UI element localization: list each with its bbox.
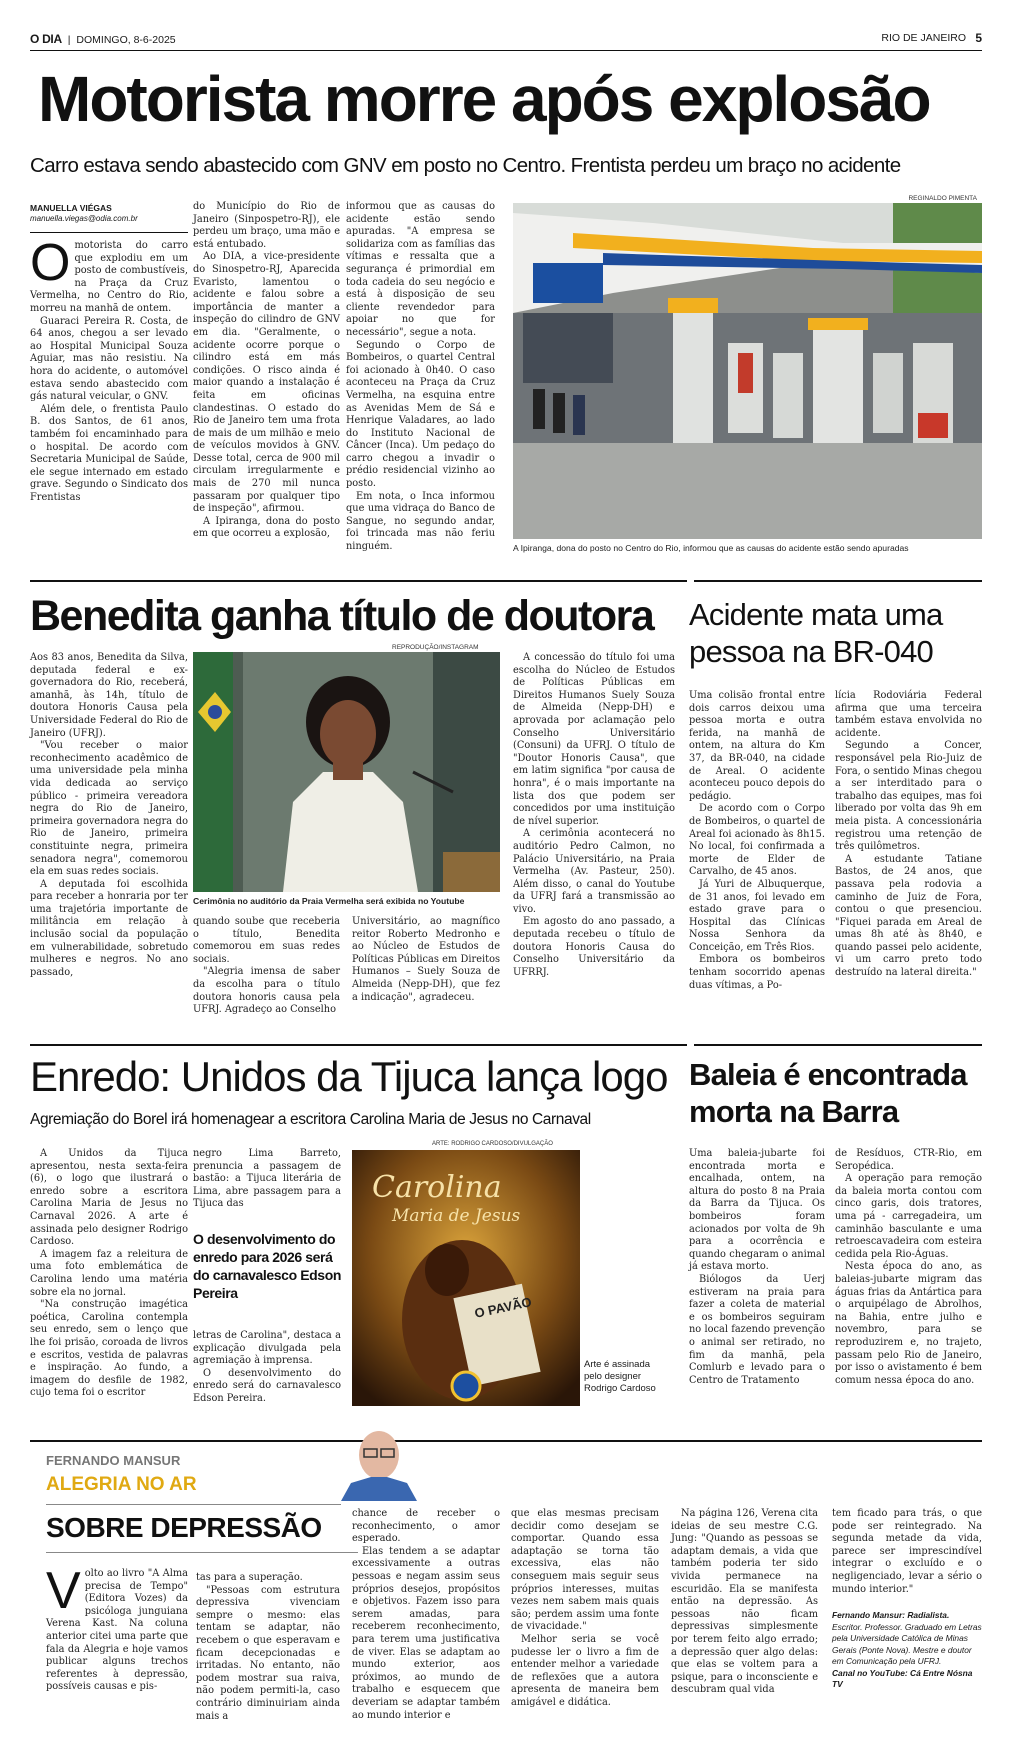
art-title-1: Carolina <box>372 1170 502 1205</box>
benedita-portrait <box>193 652 500 892</box>
page-number: 5 <box>975 31 982 45</box>
column-col2: tas para a superação. "Pessoas com estrutura depressiva vivenciam sempre o mesmo: elas tentam se adaptar, não recebem o que esperavam e ficam decepcionadas e irritadas. No entanto, não podem mostrar sua raiva, não podem permiti-la, caso contrário diminuiriam ainda mais a <box>196 1572 340 1722</box>
story4-caption: Arte é assinada pelo designer Rodrigo Cardoso <box>584 1359 656 1394</box>
art-title-2: Maria de Jesus <box>392 1206 521 1226</box>
section-rule-right-2 <box>694 1044 982 1046</box>
column-col3: chance de receber o reconhecimento, o amor esperado. Elas tendem a se adaptar excessivamente a outras pessoas e negam assim seus próprios desejos, propósitos e objetivos. Fazem isso para serem amadas, para receberem reconhecimento, para terem uma justificativa de viver. Elas se adaptam ao mundo exterior, aos próximos, ao mundo de trabalho e esquecem que deveriam se adaptar também ao mundo interior e <box>352 1508 500 1721</box>
bio-text: Escritor. Professor. Graduado em Letras pela Universidade Católica de Minas Gerais (Ponte Nova). Mestre e doutor em Comunicação pela UFRJ. <box>832 1621 982 1666</box>
story3-col2: lícia Rodoviária Federal afirma que uma terceira também estava envolvida no acidente. Segundo a Concer, responsável pela Rio-Juiz de Fora, o sentido Minas chegou a ser interditado para o trabalho das equipes, mas foi liberado por volta das 9h em meia pista. A concessionária registrou uma retenção de três quilômetros. A estudante Tatiane Bastos, de 24 anos, que passava pela rodovia a caminho de Juiz de Fora, contou o que presenciou. "Fiquei parada em Areal de umas 8h até às 8h40, e quando passei pelo acidente, vi um carro preto todo destruído na lateral direita." <box>835 690 982 979</box>
story5-col1: Uma baleia-jubarte foi encontrada morta e encalhada, ontem, na altura do posto 8 na Praia da Barra da Tijuca. Os bombeiros foram acionados por volta de 9h para a ocorrência e quando chegaram o animal já estava morto. Biólogos da Uerj estiveram na praia para fazer a coleta de material e os bombeiros seguiram no local fazendo prevenção o animal ser retirado, no fim da manhã, pela Comlurb e levado para o Centro de Tratamento <box>689 1148 825 1386</box>
story1-headline: Motorista morre após explosão <box>38 63 930 135</box>
story4-headline: Enredo: Unidos da Tijuca lança logo <box>30 1053 668 1100</box>
column-col1: Volto ao livro "A Alma precisa de Tempo" (Editora Vozes) da psicóloga junguiana Verena Kast. Na coluna anterior citei uma parte que fala da Alegria e hoje vamos publicar alguns trechos referentes à depressão, possíveis causas e pis- <box>46 1562 188 1693</box>
gas-station-illustration <box>513 203 982 539</box>
dropcap: O <box>30 234 71 292</box>
story2-col4: A concessão do título foi uma escolha do Núcleo de Estudos de Políticas Públicas em Direitos Humanos Suely Souza de Almeida (Nepp-DH) e aprovada por aclamação pelo Conselho Universitário (Consuni) da UFRJ. O título de "Doutor Honoris Causa", que em latim significa "por causa de honra", é o mais importante na lista dos que podem ser concedidos por uma instituição de nível superior. A cerimônia acontecerá no auditório Pedro Calmon, no Palácio Universitário, na Praia Vermelha (Av. Pasteur, 250). Além disso, o canal do Youtube da UFRJ fará a transmissão ao vivo. Em agosto do ano passado, a deputada recebeu o título de doutora Honoris Causa do Conselho Universitário da UFRRJ. <box>513 652 675 978</box>
bio-youtube: Canal no YouTube: Cá Entre Nósna TV <box>832 1667 973 1689</box>
story2-col2: quando soube que receberia o título, Benedita comemorou em suas redes sociais. "Alegria imensa de saber da escolha para o título doutora honoris causa pela UFRJ. Agradeço ao Conselho <box>193 916 340 1016</box>
section-name: RIO DE JANEIRO <box>881 32 966 44</box>
benedita-photo <box>193 652 500 892</box>
story1-email: manuella.viegas@odia.com.br <box>30 214 138 223</box>
column-dropcap: V <box>46 1562 81 1620</box>
story3-col1: Uma colisão frontal entre dois carros deixou uma pessoa morta e outra ferida, na manhã de ontem, na altura do Km 37, da BR-040, na cidade de Areal. O acidente aconteceu pouco depois do pedágio. De acordo com o Corpo de Bombeiros, o quartel de Areal foi acionado às 8h15. No local, foi confirmada a morte de Elder de Carvalho, de 45 anos. Já Yuri de Albuquerque, de 31 anos, foi levado em estado grave para o Hospital das Clínicas Nossa Senhora da Conceição, em Três Rios. Embora os bombeiros tenham socorrido apenas duas vítimas, a Po- <box>689 690 825 991</box>
column-col6: tem ficado para trás, o que pode ser reintegrado. Na segunda metade da vida, parece ser imprescindível integrar o excluído e o negligenciado, levar a sério o mundo interior." <box>832 1508 982 1595</box>
section-rule-left-2 <box>30 1044 687 1046</box>
column-col4: que elas mesmas precisam decidir como desejam se comportar. Quando essa adaptação se torna tão excessiva, elas não conseguem mais seguir seus próprios interesses, muitas vezes nem sabem mais quais são; perdem assim uma fonte de vivacidade." Melhor seria se você pudesse ler o livro a fim de entender melhor a variedade de reflexões que a autora apresenta de maneira bem amigável e didática. <box>511 1508 659 1708</box>
column-bio <box>832 1610 982 1691</box>
section-rule-right <box>694 580 982 582</box>
story1-col1: O motorista do carro que explodiu em um posto de combustíveis, na Praça da Cruz Vermelha, no Centro do Rio, morreu na manhã de ontem. Guaraci Pereira R. Costa, de 64 anos, chegou a ser levado ao Hospital Municipal Souza Aguiar, mas não resistiu. Na hora do acidente, o automóvel estava sendo abastecido com gás natural veicular, o GNV. Além dele, o frentista Paulo B. dos Santos, de 61 anos, também foi encaminhado para o hospital. De acordo com Secretaria Municipal de Saúde, ele segue internado em estado grave. Segundo o Sindicato dos Frentistas <box>30 234 188 503</box>
bio-name: Fernando Mansur: Radialista. <box>832 1610 950 1620</box>
story4-col1: A Unidos da Tijuca apresentou, nesta sexta-feira (6), o logo que ilustrará o enredo sobre a escritora Carolina Maria de Jesus no Carnaval 2026. A arte é assinada pelo designer Rodrigo Cardoso. A imagem faz a releitura de uma foto emblemática de Carolina lendo uma matéria sobre ela no jornal. "Na construção imagética poética, Carolina contempla seu enredo, sem o lenço que lhe foi prisão, coroada de livros e escritos, vestida de palavras e inspiração. Ao fundo, a imagem do desfile de 1982, cujo tema foi o escritor <box>30 1148 188 1399</box>
author-photo <box>336 1425 422 1501</box>
story4-col2b: letras de Carolina", destaca a explicação divulgada pela agremiação à imprensa. O desenvolvimento do enredo será do carnavalesco Edson Pereira. <box>193 1330 341 1404</box>
column-section: ALEGRIA NO AR <box>46 1474 197 1495</box>
story1-subhead: Carro estava sendo abastecido com GNV em posto no Centro. Frentista perdeu um braço no acidente <box>30 154 901 177</box>
story4-pullquote: O desenvolvimento do enredo para 2026 será do carnavalesco Edson Pereira <box>193 1231 341 1301</box>
story2-col1: Aos 83 anos, Benedita da Silva, deputada federal e ex-governadora do Rio, receberá, amanhã, às 14h, título de doutora Honoris Causa pela Universidade Federal do Rio de Janeiro (UFRJ). "Vou receber o maior reconhecimento acadêmico de uma universidade pela minha vida dedicada ao serviço público - primeira vereadora negra do Rio de Janeiro, primeira governadora negra do Rio de Janeiro, primeira constituinte negra, primeira senadora negra", comemorou ela em suas redes sociais. A deputada foi escolhida para receber a honraria por ter uma trajetória importante de militância em relação à inclusão social da população em vulnerabilidade, sobretudo mulheres e negros. No ano passado, <box>30 652 188 978</box>
story4-col2a: negro Lima Barreto, prenuncia a passagem de bastão: a Tijuca literária de Lima, abre passagem para a Tijuca das <box>193 1148 341 1210</box>
art-newspaper: O PAVÃO <box>473 1294 533 1321</box>
page-header: O DIA | DOMINGO, 8-6-2025 RIO DE JANEIRO 5 <box>30 31 982 46</box>
gas-station-photo <box>513 203 982 539</box>
column-author: FERNANDO MANSUR <box>46 1453 181 1468</box>
story1-caption: A Ipiranga, dona do posto no Centro do Rio, informou que as causas do acidente estão sendo apuradas <box>513 543 909 553</box>
story2-photo-credit: REPRODUÇÃO/INSTAGRAM <box>392 644 479 651</box>
story5-col2: de Resíduos, CTR-Rio, em Seropédica. A operação para remoção da baleia morta contou com cinco garis, dois tratores, uma pá - carregadeira, um caminhão basculante e uma retroescavadeira com esteira cedida pela Rio-Águas. Nesta época do ano, as baleias-jubarte migram das águas frias da Antártica para o arquipélago de Abrolhos, na Bahia, entre julho e novembro, para se reproduzirem e, no trajeto, passam pelo Rio de Janeiro, por isso o avistamento é bem comum nessa época do ano. <box>835 1148 982 1386</box>
story1-col3: informou que as causas do acidente estão sendo apuradas. "A empresa se solidariza com as famílias das vítimas e ressalta que a segurança é primordial em toda cadeia do seu negócio e está à disposição de seu cliente revendedor para apoiar no que for necessário", segue a nota. Segundo o Corpo de Bombeiros, o quartel Central foi acionado à 0h40. O caso aconteceu na Praça da Cruz Vermelha, na esquina entre as Avenidas Mem de Sá e Henrique Valadares, ao lado do Instituto Nacional de Câncer (Inca). Um pedaço do carro chegou a invadir o prédio residencial vizinho ao posto. Em nota, o Inca informou que uma vidraça do Banco de Sangue, no segundo andar, foi trincada mas não feriu ninguém. <box>346 201 495 553</box>
column-title-rule <box>46 1552 358 1553</box>
story2-caption: Cerimônia no auditório da Praia Vermelha será exibida no Youtube <box>193 896 465 906</box>
logo: O DIA <box>30 32 62 46</box>
story1-byline: MANUELLA VIÉGAS <box>30 203 112 213</box>
column-inner-rule <box>46 1504 341 1505</box>
column-title: SOBRE DEPRESSÃO <box>46 1512 322 1543</box>
story1-photo-credit: REGINALDO PIMENTA <box>908 195 977 202</box>
section-rule-left <box>30 580 687 582</box>
story2-col3: Universitário, ao magnífico reitor Roberto Medronho e ao Núcleo de Estudos de Políticas Públicas em Direitos Humanos – Suely Souza de Almeida (Nepp-DH), que fez a indicação", agradeceu. <box>352 916 500 1003</box>
story1-col2: do Município do Rio de Janeiro (Sinpospetro-RJ), ele perdeu um braço, uma mão e está entubado. Ao DIA, a vice-presidente do Sinospetro-RJ, Aparecida Evaristo, lamentou o acidente e falou sobre a importância de manter a inspeção do cilindro de GNV em dia. "Geralmente, o acidente ocorre porque o cilindro está em más condições. O risco ainda é maior quando a instalação é feita em oficinas clandestinas. O estado do Rio de Janeiro tem uma frota de mais de um milhão e meio de veículos movidos à GNV. Desse total, cerca de 900 mil circulam irregularmente e mais de 270 mil nunca passaram por qualquer tipo de inspeção", afirmou. A Ipiranga, dona do posto em que ocorreu a explosão, <box>193 201 340 540</box>
byline-rule <box>30 232 188 233</box>
story4-subhead: Agremiação do Borel irá homenagear a escritora Carolina Maria de Jesus no Carnaval <box>30 1111 591 1128</box>
author-portrait <box>336 1425 422 1501</box>
date: DOMINGO, 8-6-2025 <box>76 34 176 46</box>
story3-headline: Acidente mata uma pessoa na BR-040 <box>689 597 943 669</box>
story4-art-credit: ARTE: RODRIGO CARDOSO/DIVULGAÇÃO <box>432 1141 553 1147</box>
story2-headline: Benedita ganha título de doutora <box>30 592 654 640</box>
story5-headline: Baleia é encontrada morta na Barra <box>689 1057 967 1129</box>
header-rule <box>30 50 982 51</box>
column-col5: Na página 126, Verena cita ideias de seu mestre C.G. Jung: "Quando as pessoas se adaptam demais, a vida que também poderia ter sido vivida permanece na escuridão. Ela se manifesta então na depressão. As pessoas não ficam depressivas simplesmente por terem feito algo errado; a depressão quer algo delas: que elas se voltem para a psique, para o inconsciente e descubram qual vida <box>671 1508 818 1696</box>
carolina-artwork <box>352 1150 580 1406</box>
